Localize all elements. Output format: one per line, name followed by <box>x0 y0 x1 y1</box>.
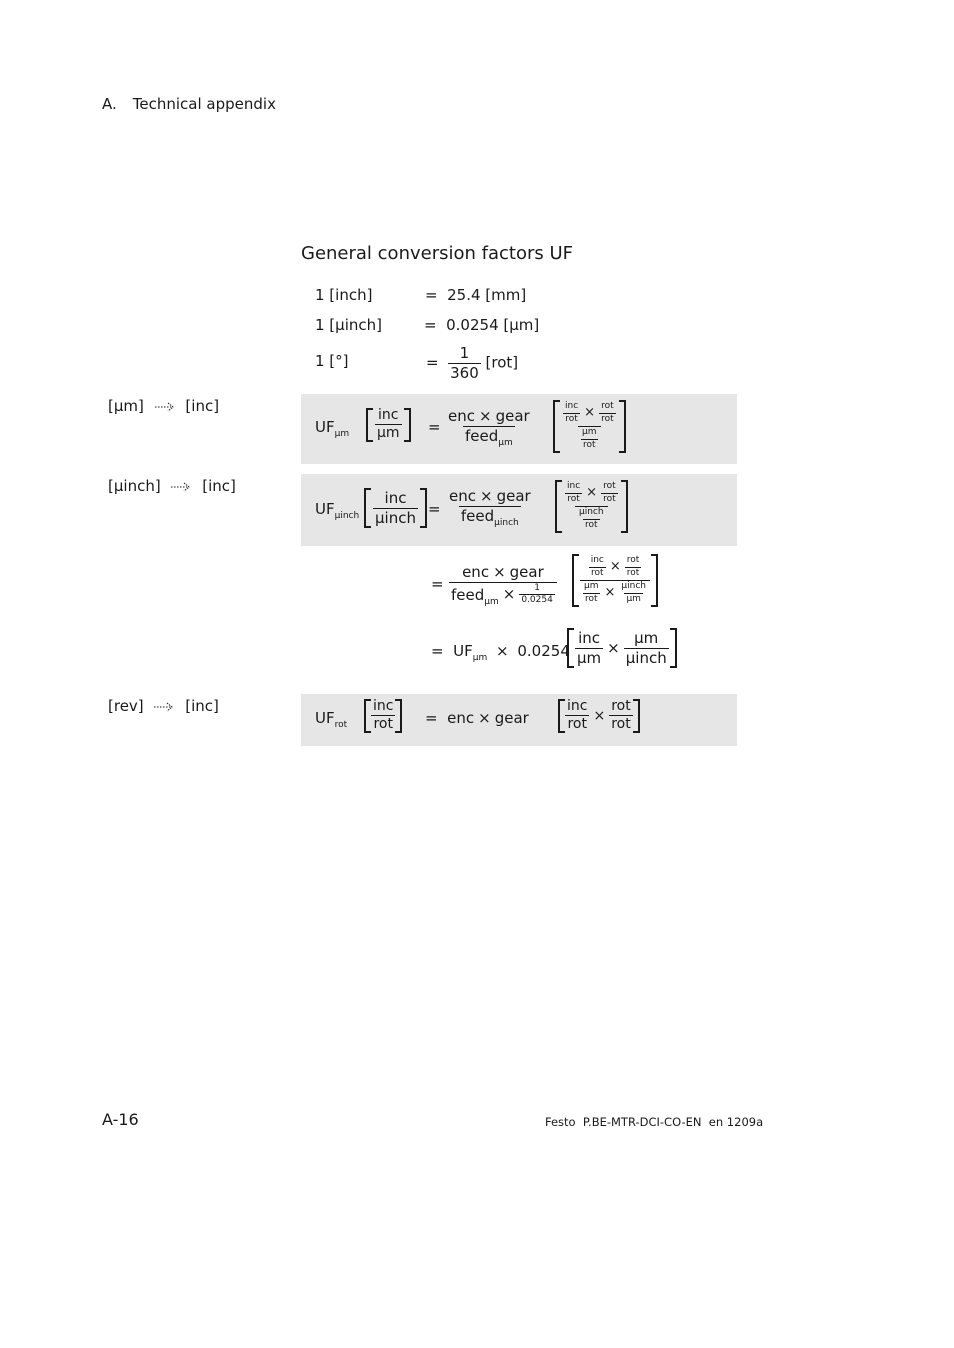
uinch-rhs: 0.0254 [µm] <box>446 316 540 334</box>
conversion-row-inch-rhs <box>425 286 526 304</box>
deg-fraction: $\frac{1}{360}$ <box>450 344 479 382</box>
page-title: General conversion factors UF <box>301 243 573 264</box>
unit-bracket-inc-um: $\frac{\text{inc}}{\text{µm}}$ <box>366 408 411 442</box>
document-reference: Festo P.BE-MTR-DCI-CO-EN en 1209a <box>545 1115 764 1129</box>
page-number: A-16 <box>102 1110 139 1129</box>
equals-sign: = <box>428 418 441 436</box>
section-header <box>102 95 276 113</box>
conversion-row-deg-rhs <box>426 345 518 381</box>
unit-bracket-inc-rot-rot-rot: $\frac{\text{inc}}{\text{rot}}$ × $\frac{\text{rot}}{\text{rot}}$ <box>558 699 640 733</box>
equals-sign: = <box>431 575 444 593</box>
equals-sign: = <box>426 353 439 372</box>
conversion-row-inch <box>315 286 372 304</box>
unit-bracket-derived-um: $\frac{\text{inc}}{\text{rot}}$ × $\frac{\text{rot}}{\text{rot}}$ $\frac{\text{µm}}{\text{rot}}$ <box>553 400 626 453</box>
dotted-arrow-icon <box>171 482 191 492</box>
unit-bracket-derived-uinch: $\frac{\text{inc}}{\text{rot}}$ × $\frac{\text{rot}}{\text{rot}}$ $\frac{\text{µinch}}{\text{rot}}$ <box>555 480 628 533</box>
label-rev-to-inc: [rev] [inc] <box>108 697 219 715</box>
label-uinch-to-inc: [µinch] [inc] <box>108 477 236 495</box>
unit-bracket-inc-uinch: $\frac{\text{inc}}{\text{µinch}}$ <box>364 488 427 528</box>
section-number: A. <box>102 95 117 113</box>
unit-bracket-inc-rot: $\frac{\text{inc}}{\text{rot}}$ <box>364 699 402 733</box>
uf-uinch-symbol: $UF_{\mu inch}$ <box>315 500 360 521</box>
conversion-row-uinch <box>315 316 382 334</box>
label-um-to-inc: [µm] [inc] <box>108 397 220 415</box>
conversion-row-deg <box>315 352 349 370</box>
formula-enc-gear: = enc × gear <box>425 709 529 727</box>
equals-sign: = <box>425 286 438 304</box>
formula-enc-gear-feed-um: $\frac{\text{enc × gear}}{feed_{\mu m}}$ <box>448 407 530 448</box>
uf-rot-symbol: $UF_{rot}$ <box>315 709 348 730</box>
equals-sign: = <box>428 500 441 518</box>
section-title: Technical appendix <box>132 95 276 113</box>
dotted-arrow-icon <box>155 402 175 412</box>
uinch-lhs: 1 [µinch] <box>315 316 382 334</box>
unit-bracket-inc-um-uinch: $\frac{\text{inc}}{\text{µm}}$ × $\frac{\text{µm}}{\text{µinch}}$ <box>567 628 677 668</box>
inch-rhs: 25.4 [mm] <box>447 286 527 304</box>
formula-enc-gear-feed-uinch: $\frac{\text{enc × gear}}{feed_{\mu inch}}$ <box>449 487 531 528</box>
deg-lhs: 1 [°] <box>315 352 349 370</box>
deg-unit: [rot] <box>485 353 519 372</box>
unit-bracket-derived-um-uinch: $\frac{\text{inc}}{\text{rot}}$ × $\frac{\text{rot}}{\text{rot}}$ $\frac{\text{µm}}{\text{rot}}$ × $\frac{\text{µinch}}{\text{µm}}$ <box>572 554 658 607</box>
uf-um-symbol: $UF_{\mu m}$ <box>315 418 350 439</box>
equals-sign: = <box>424 316 437 334</box>
formula-uf-um-times-factor: = $UF_{\mu m} \times 0.0254$ <box>431 642 570 663</box>
formula-enc-gear-feed-um-factor: enc × gear feed$_{\mu m}$ × $\frac{1}{0.0254}$ <box>449 564 557 607</box>
conversion-row-uinch-rhs <box>424 316 539 334</box>
dotted-arrow-icon <box>154 702 174 712</box>
inch-lhs: 1 [inch] <box>315 286 373 304</box>
